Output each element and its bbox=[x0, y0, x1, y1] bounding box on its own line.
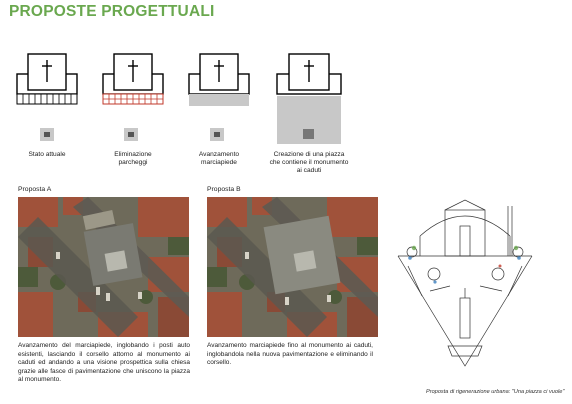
proposal-b-label: Proposta B bbox=[207, 186, 241, 193]
monument-square bbox=[124, 128, 138, 141]
scheme-eliminazione-parcheggi bbox=[100, 50, 166, 122]
proposal-b-description: Avanzamento marciapiede fino al monumento ai caduti, inglobandola nella nuova pavimentazione e eliminando il corsello. bbox=[207, 342, 373, 367]
proposal-a-label: Proposta A bbox=[18, 186, 52, 193]
monument-square bbox=[40, 128, 54, 141]
proposal-a-description: Avanzamento del marciapiede, inglobando i posti auto esistenti, lasciando il corsello attorno al monumento ai caduti ed andando a una visione prospettica sulla chiesa grazie alle fasce di pavimentazione che uniscono la piazza al monumento. bbox=[18, 342, 190, 384]
scheme-caption: Avanzamento marciapiede bbox=[198, 151, 240, 167]
aerial-photo-b bbox=[207, 197, 378, 337]
scheme-creazione-piazza bbox=[274, 50, 344, 145]
church-plan-icon bbox=[186, 50, 252, 122]
sketch-caption: Proposta di rigenerazione urbana: "Una piazza ci vuole" bbox=[426, 389, 565, 395]
scheme-avanzamento-marciapiede bbox=[186, 50, 252, 122]
scheme-stato-attuale bbox=[14, 50, 80, 122]
scheme-caption: Stato attuale bbox=[28, 151, 66, 158]
aerial-photo-a bbox=[18, 197, 189, 337]
church-plan-icon bbox=[274, 50, 344, 145]
monument-square bbox=[210, 128, 224, 141]
church-plan-icon bbox=[100, 50, 166, 122]
scheme-caption: Creazione di una piazza che contiene il monumento ai caduti bbox=[269, 151, 349, 175]
church-plan-icon bbox=[14, 50, 80, 122]
scheme-caption: Eliminazione parcheggi bbox=[114, 151, 152, 167]
perspective-sketch bbox=[390, 196, 540, 386]
page-title: PROPOSTE PROGETTUALI bbox=[9, 3, 215, 20]
